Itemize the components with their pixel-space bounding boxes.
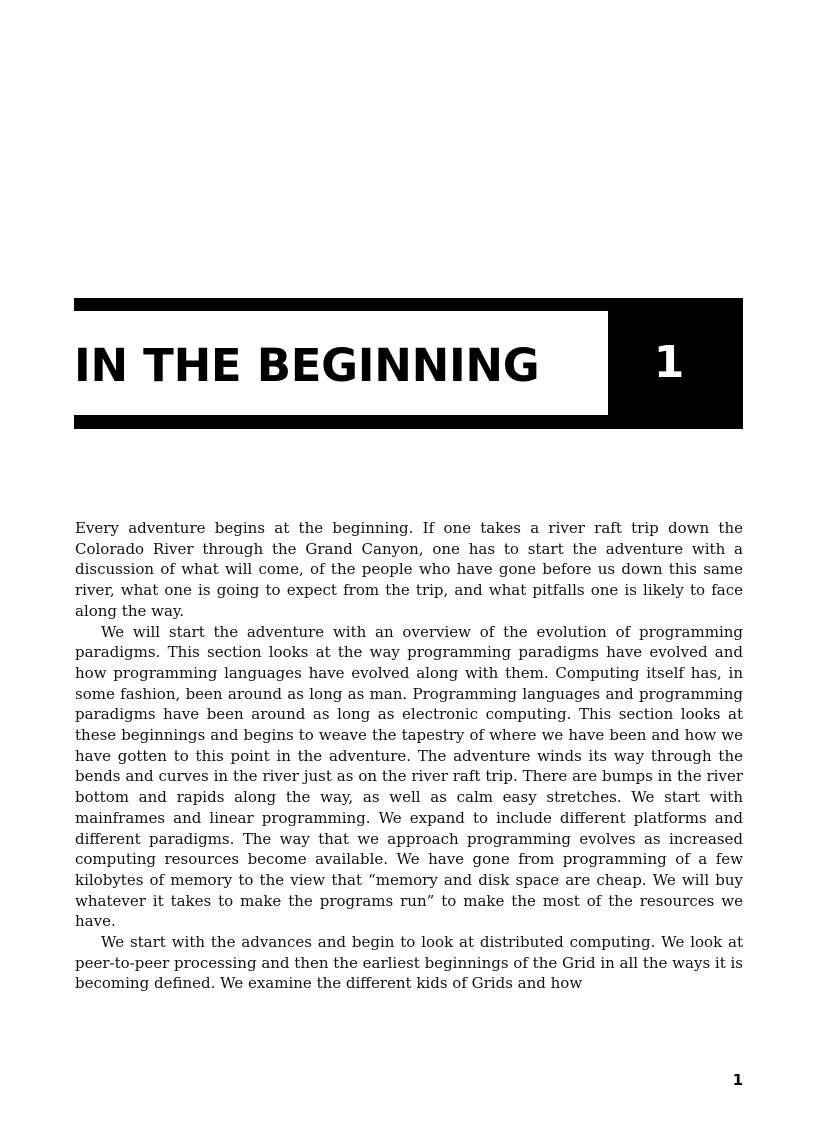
- paragraph: We start with the advances and begin to look at distributed computing. We look at peer-to-peer processing and then the earliest beginnings of the Grid in all the ways it is becoming defined. We examine the different kids of Grids and how: [75, 933, 743, 993]
- chapter-number: 1: [653, 337, 685, 388]
- body-text: [75, 518, 743, 994]
- paragraph: Every adventure begins at the beginning. If one takes a river raft trip down the Colorado River through the Grand Canyon, one has to start the adventure with a discussion of what will come, of the people who have gone before us down this same river, what one is going to expect from the trip, and what pitfalls one is likely to face along the way.: [75, 519, 743, 620]
- chapter-title: IN THE BEGINNING: [74, 339, 540, 392]
- chapter-banner: [74, 298, 743, 429]
- paragraph: We will start the adventure with an overview of the evolution of programming paradigms. This section looks at the way programming paradigms have evolved and how programming languages have evolved along with them. Computing itself has, in some fashion, been around as long as man. Programming languages and programming paradigms have been around as long as electronic computing. This section looks at these beginnings and begins to weave the tapestry of where we have been and how we have gotten to this point in the adventure. The adventure winds its way through the bends and curves in the river just as on the river raft trip. There are bumps in the river bottom and rapids along the way, as well as calm easy stretches. We start with mainframes and linear programming. We expand to include different platforms and different paradigms. The way that we approach programming evolves as increased computing resources become available. We have gone from programming of a few kilobytes of memory to the view that “memory and disk space are cheap. We will buy whatever it takes to make the programs run” to make the most of the resources we have.: [75, 622, 743, 931]
- chapter-title-box: [74, 311, 608, 415]
- page-number: 1: [732, 1071, 743, 1089]
